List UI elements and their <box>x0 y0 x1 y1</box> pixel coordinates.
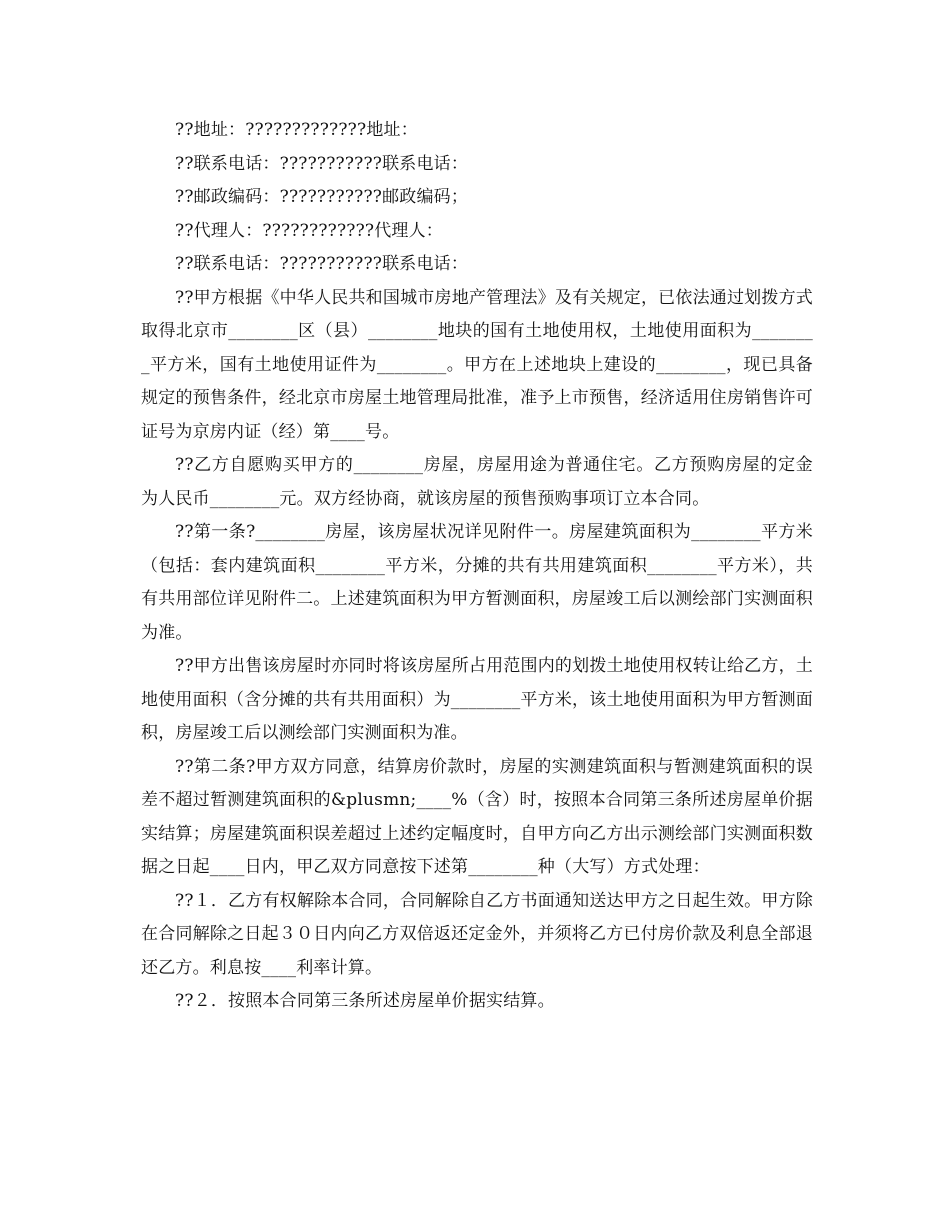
purchase-intent-paragraph: ??乙方自愿购买甲方的________房屋，房屋用途为普通住宅。乙方预购房屋的定金为人民币________元。双方经协商，就该房屋的预售预购事项订立本合同。 <box>141 455 813 509</box>
land-use-paragraph: ??甲方根据《中华人民共和国城市房地产管理法》及有关规定，已依法通过划拨方式取得北京市________区（县）________地块的国有土地使用权，土地使用面积为________平方米，国有土地使用证件为________。甲方在上述地块上建设的________，现已具备规定的预售条件，经北京市房屋土地管理局批准，准予上市预售，经济适用住房销售许可证号为京房内证（经）第____号。 <box>141 287 813 442</box>
article-one-paragraph: ??第一条?________房屋，该房屋状况详见附件一。房屋建筑面积为________平方米（包括：套内建筑面积________平方米，分摊的共有共用建筑面积________平方米），共有共用部位详见附件二。上述建筑面积为甲方暂测面积，房屋竣工后以测绘部门实测面积为准。 <box>141 522 813 643</box>
article-two-paragraph: ??第二条?甲方双方同意，结算房价款时，房屋的实测建筑面积与暂测建筑面积的误差不超过暂测建筑面积的&plusmn;____%（含）时，按照本合同第三条所述房屋单价据实结算；房屋建筑面积误差超过上述约定幅度时，自甲方向乙方出示测绘部门实测面积数据之日起____日内，甲乙双方同意按下述第________种（大写）方式处理： <box>141 756 813 877</box>
postal-code-line: ??邮政编码：???????????邮政编码； <box>175 187 469 207</box>
land-transfer-paragraph: ??甲方出售该房屋时亦同时将该房屋所占用范围内的划拨土地使用权转让给乙方，土地使用面积（含分摊的共有共用面积）为________平方米，该土地使用面积为甲方暂测面积，房屋竣工后以测绘部门实测面积为准。 <box>141 656 813 743</box>
option-two-paragraph: ??２．按照本合同第三条所述房屋单价据实结算。 <box>175 991 555 1011</box>
contract-body <box>141 114 813 1019</box>
agent-line: ??代理人：????????????代理人： <box>175 220 443 241</box>
address-line: ??地址：?????????????地址： <box>175 120 418 140</box>
option-one-paragraph: ??１．乙方有权解除本合同，合同解除自乙方书面通知送达甲方之日起生效。甲方除在合同解除之日起３０日内向乙方双倍返还定金外，并须将乙方已付房价款及利息全部退还乙方。利息按____利率计算。 <box>141 890 813 978</box>
agent-phone-line: ??联系电话：???????????联系电话： <box>175 254 469 274</box>
phone-line: ??联系电话：???????????联系电话： <box>175 153 469 174</box>
